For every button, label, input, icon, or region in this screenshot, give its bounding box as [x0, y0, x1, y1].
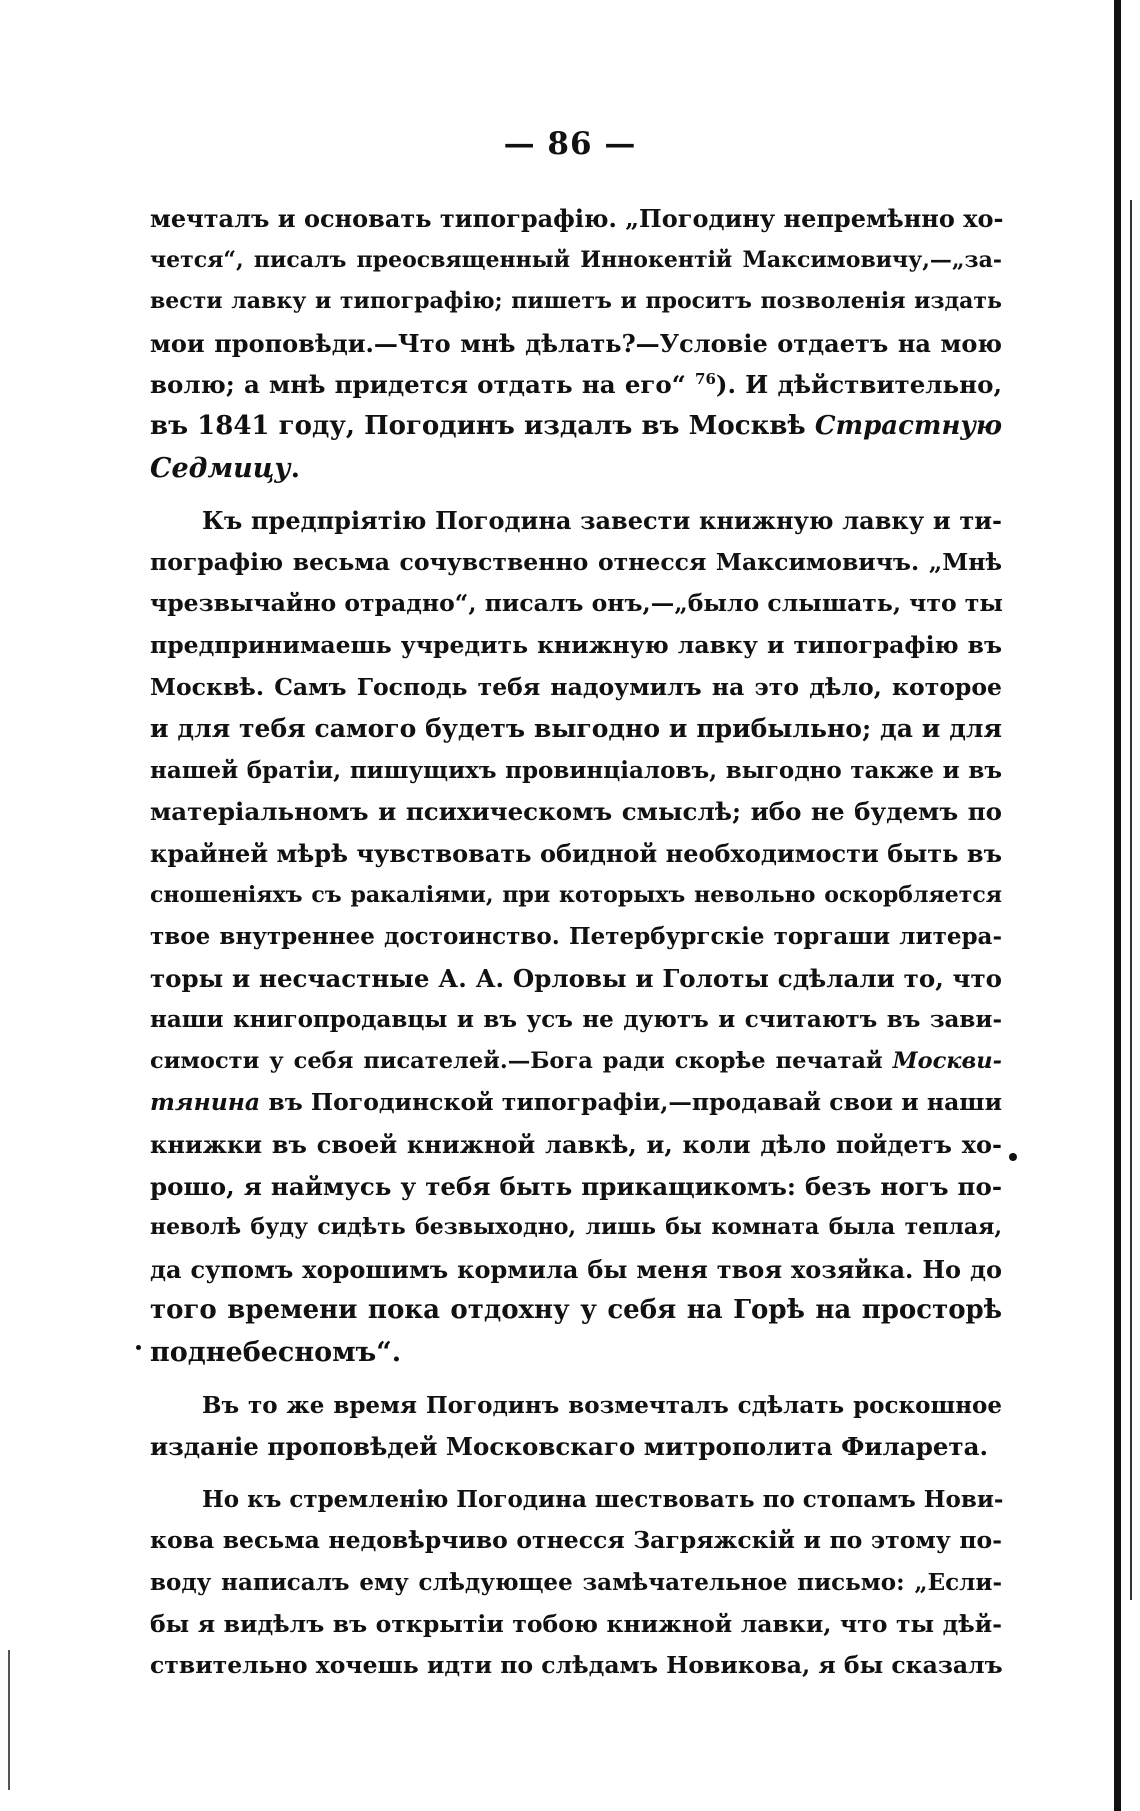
text-line [150, 542, 1002, 584]
text-line [150, 1645, 1002, 1687]
text-line [150, 364, 1002, 406]
text-segment: матеріальномъ и психическомъ смыслѣ; ибо не будемъ по [150, 797, 1002, 827]
text-line [150, 406, 1002, 448]
text-line [150, 1604, 1002, 1646]
text-segment: бы я видѣлъ въ открытіи тобою книжной лавки, что ты дѣй- [150, 1609, 1002, 1638]
text-segment: ). И дѣйствительно, [715, 370, 1002, 400]
page-edge-rule [1114, 0, 1121, 1811]
italic-title: Седмицу [150, 452, 291, 484]
text-line [150, 708, 1002, 750]
page-number: — 86 — [503, 126, 637, 162]
text-segment: Къ предпріятію Погодина завести книжную лавку и ти- [202, 506, 1002, 536]
text-segment: . [290, 452, 300, 484]
text-segment: изданіе проповѣдей Московскаго митрополита Филарета. [150, 1432, 989, 1462]
text-line [150, 448, 1002, 490]
text-line [150, 1520, 1002, 1562]
text-segment: сношеніяхъ съ ракаліями, при которыхъ невольно оскорбляется [150, 881, 1002, 908]
text-segment: предпринимаешь учредить книжную лавку и типографію въ [150, 630, 1002, 659]
text-line [150, 1082, 1002, 1124]
italic-title: Москви- [892, 1047, 1002, 1074]
text-segment: рошо, я наймусь у тебя быть прикащикомъ: безъ ногъ по- [150, 1171, 1002, 1201]
text-segment: торы и несчастные А. А. Орловы и Голоты сдѣлали то, что [150, 963, 1002, 993]
text-line [150, 1385, 1002, 1427]
text-segment: вести лавку и типографію; пишетъ и проситъ позволенія издать [150, 288, 1002, 315]
text-line [150, 1041, 1002, 1083]
text-segment: книжки въ своей книжной лавкѣ, и, коли дѣло пойдетъ хо- [150, 1130, 1002, 1160]
text-line [150, 1332, 1002, 1374]
text-line [150, 999, 1002, 1041]
text-line [150, 198, 1002, 240]
text-line [150, 1479, 1002, 1521]
text-segment: Но къ стремленію Погодина шествовать по стопамъ Нови- [202, 1485, 1004, 1513]
text-segment: кова весьма недовѣрчиво отнесся Загряжскій и по этому по- [150, 1526, 1002, 1555]
text-line [150, 500, 1002, 542]
text-segment: въ Погодинской типографіи,—продавай свои и наши [260, 1088, 1002, 1117]
text-line [150, 240, 1002, 282]
text-line [150, 750, 1002, 792]
text-line [150, 667, 1002, 709]
paragraph-gap [150, 1468, 1002, 1479]
page-edge-shadow [1130, 200, 1132, 1600]
text-line [150, 791, 1002, 833]
body-text [150, 198, 1002, 1687]
italic-title: Страстную [814, 410, 1002, 441]
text-line [150, 916, 1002, 958]
text-line [150, 1207, 1002, 1249]
text-line [150, 1124, 1002, 1166]
text-line [150, 833, 1002, 875]
text-segment: твое внутреннее достоинство. Петербургскіе торгаши литера- [150, 923, 1002, 951]
text-line [150, 1166, 1002, 1208]
scan-margin-mark [8, 1650, 10, 1790]
paragraph-gap [150, 1374, 1002, 1385]
text-segment: пографію весьма сочувственно отнесся Максимовичъ. „Мнѣ [150, 547, 1002, 576]
text-line [150, 1426, 1002, 1468]
text-line [150, 958, 1002, 1000]
footnote-ref: 76 [695, 370, 716, 389]
text-segment: ствительно хочешь идти по слѣдамъ Новикова, я бы сказалъ [150, 1651, 1003, 1680]
text-segment: симости у себя писателей.—Бога ради скорѣе печатай [150, 1047, 893, 1074]
text-line [150, 583, 1002, 625]
text-segment: да супомъ хорошимъ кормила бы меня твоя хозяйка. Но до [150, 1254, 1002, 1284]
paragraph [150, 1385, 1002, 1468]
text-line [150, 1249, 1002, 1291]
text-segment: волю; а мнѣ придется отдать на его“ [150, 370, 696, 400]
text-segment: воду написалъ ему слѣдующее замѣчательное письмо: „Если- [150, 1569, 1002, 1596]
paragraph-gap [150, 489, 1002, 500]
text-line [150, 323, 1002, 365]
stray-ink-dot [136, 1345, 141, 1350]
text-segment: Въ то же время Погодинъ возмечталъ сдѣлать роскошное [202, 1391, 1002, 1419]
paragraph [150, 500, 1002, 1373]
text-segment: поднебесномъ“. [150, 1337, 402, 1369]
text-segment: мои проповѣди.—Что мнѣ дѣлать?—Условіе отдаетъ на мою [150, 328, 1002, 358]
text-line [150, 625, 1002, 667]
text-segment: крайней мѣрѣ чувствовать обидной необходимости быть въ [150, 838, 1002, 868]
text-segment: мечталъ и основать типографію. „Погодину непремѣнно хо- [150, 204, 1004, 233]
text-segment: того времени пока отдохну у себя на Горѣ на просторѣ [150, 1295, 1002, 1326]
text-segment: нашей братіи, пишущихъ провинціаловъ, выгодно также и въ [150, 756, 1002, 784]
text-segment: чется“, писалъ преосвященный Иннокентій Максимовичу,—„за- [150, 246, 1002, 273]
italic-title: тянина [150, 1088, 261, 1117]
stray-ink-dot [1009, 1153, 1017, 1161]
text-segment: неволѣ буду сидѣть безвыходно, лишь бы комната была теплая, [150, 1214, 1002, 1241]
text-segment: Москвѣ. Самъ Господь тебя надоумилъ на это дѣло, которое [150, 672, 1002, 701]
text-line [150, 281, 1002, 323]
text-line [150, 875, 1002, 917]
text-line [150, 1562, 1002, 1604]
paragraph [150, 1479, 1002, 1687]
paragraph [150, 198, 1002, 489]
text-segment: въ 1841 году, Погодинъ издалъ въ Москвѣ [150, 410, 815, 441]
text-segment: чрезвычайно отрадно“, писалъ онъ,—„было слышать, что ты [150, 589, 1003, 618]
text-segment: наши книгопродавцы и въ усъ не дуютъ и считаютъ въ зави- [150, 1006, 1002, 1034]
text-segment: и для тебя самого будетъ выгодно и прибыльно; да и для [150, 714, 1002, 744]
text-line [150, 1290, 1002, 1332]
